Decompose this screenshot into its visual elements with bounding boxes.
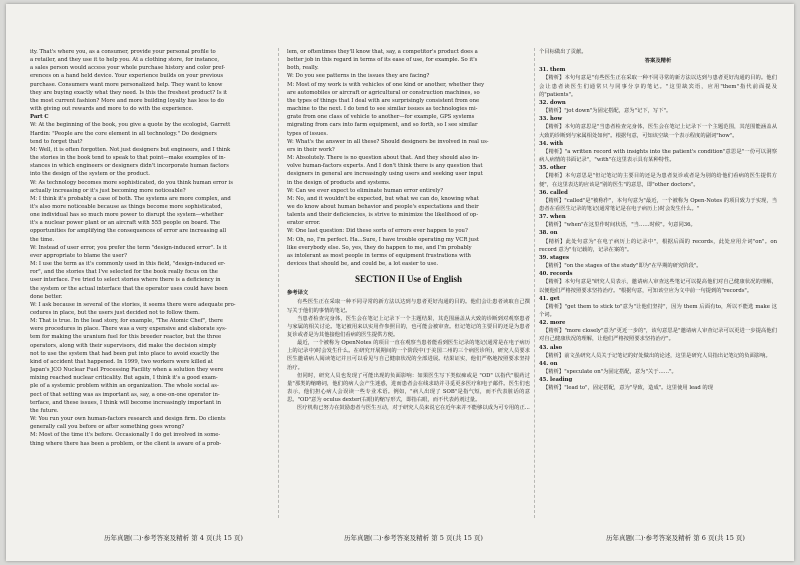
- answer-explanation: 【精析】前文虽研究人员关于记笔记的好处做出的论述，这里是研究人员指出记笔记的负面影响。: [543, 352, 771, 359]
- text-line: terface, and these issues, I think will become increasingly important in: [30, 399, 222, 406]
- document-sheet: [6, 4, 794, 561]
- translation-paragraph: 有些医生正在采取一种不同寻常的新方法以达到与患者更好沟通的目的。他们会让患者读取自己撰写关于他们的事情的笔记。: [287, 299, 530, 314]
- text-line: the types of things that I deal with are surprisingly consistent from one: [287, 97, 480, 104]
- text-line: erences on a hand held device. Your experience builds on your previous: [30, 73, 224, 80]
- text-line: the system or the actual interface that the operator uses could have been: [30, 285, 228, 292]
- text-line: cedures in place, but the users just decided not to follow them.: [30, 310, 200, 316]
- answer-number: 41. get: [539, 295, 560, 302]
- text-line: M: I use the term as it's commonly used in this field, "design-induced er-: [30, 261, 226, 268]
- answer-number: 44. on: [539, 360, 558, 367]
- text-line: Hardin: "People are the core element in all technology." Do designers: [30, 130, 217, 137]
- text-line: in the design of products and systems.: [287, 179, 391, 186]
- text-line: migrating from cars into farm equipment, and so forth, so I see similar: [287, 122, 478, 129]
- column-divider: [534, 48, 535, 518]
- text-line: machine to the next. I do tend to see similar issues as technologies mi-: [287, 106, 478, 113]
- text-line: were procedures in place. There was a very expensive and elaborate sys-: [30, 326, 227, 333]
- text-line: W: At the beginning of the book, you give a quote by the ecologist, Garrett: [30, 122, 231, 129]
- text-line: with giving out rewards and more to do with the experience.: [30, 106, 194, 113]
- text-line: they are buying exactly what they need. Is this the freshest product? Is it: [30, 89, 228, 96]
- answer-number: 40. records: [539, 271, 573, 278]
- text-line: M: No, and it wouldn't be expected, but what we can do, knowing what: [287, 195, 479, 202]
- text-line: the stories in the book tend to speak to that point—make examples of in-: [30, 155, 226, 162]
- text-line: Japan's JCO Nuclear Fuel Processing Facility when a solution they were: [30, 367, 224, 374]
- text-line: erator error.: [287, 220, 321, 227]
- text-line: W: Do you see patterns in the issues they are facing?: [287, 73, 430, 80]
- answer-number: 38. on: [539, 230, 558, 237]
- paragraph-text: [30, 48, 270, 113]
- text-line: into the design of the system or the product.: [30, 171, 150, 178]
- text-line: ple of a systemic problem within an organization. The whole social as-: [30, 383, 219, 390]
- text-line: a sales person would access your whole purchase history and color pref-: [30, 65, 225, 72]
- answer-number: 32. down: [539, 99, 566, 106]
- text-line: tem for making the uranium fuel for this breeder reactor, but the three: [30, 334, 222, 341]
- answer-explanation: 【精析】"get them to stick to"意为"让他们坚持"，因为 them 后面有to，所以不能选 make 这个词。: [539, 303, 777, 318]
- text-line: types of issues.: [287, 130, 328, 137]
- column-left: [30, 48, 270, 518]
- text-line: M: That is true. In the lead story, for example, "The Atomic Chef", there: [30, 318, 223, 325]
- answer-explanation: 【精析】"when"在这里作时间状语，"当……时候"。句意同36。: [543, 222, 696, 229]
- text-line: M: Most of my work is with vehicles of one kind or another, whether they: [287, 81, 485, 88]
- answer-list: [539, 66, 777, 392]
- text-line: volve human-factors experts. And I don't think there is any question that: [287, 163, 483, 170]
- text-line: the time.: [30, 236, 55, 243]
- answer-number: 39. stages: [539, 254, 569, 261]
- answer-number: 37. when: [539, 214, 566, 221]
- text-line: tend to forget that?: [30, 138, 83, 145]
- text-line: kind of accident that happened. In 1999, two workers were killed at: [30, 358, 213, 365]
- answers-heading: 答案及精析: [644, 58, 672, 65]
- answer-explanation: 【精析】"jot down"为固定搭配，意为"记下，写下"。: [543, 108, 672, 115]
- text-line: W: What's the answer in all these? Should designers be involved in real us-: [287, 138, 489, 145]
- answer-number: 43. also: [539, 344, 563, 351]
- text-line: designers in general are increasingly using users and seeking user input: [287, 171, 483, 178]
- text-line: ity. That's where you, as a consumer, provide your personal profile to: [30, 49, 216, 55]
- text-line: ror", and the stories that I've selected for the book really focus on the: [30, 269, 218, 276]
- answer-explanation: 【精析】本句句意是"有些医生正在采取一种不同寻常的新方法以达到与患者更好沟通的目的。他们会让患者读医生们通常只与同事分享的笔记。"这里缺宾语，应用"them"指代前面提及的"patients"。: [539, 75, 777, 98]
- answer-explanation: 【精析】"called"是"被称作"，本句句意为"最近，一个被称为 Open-Notes 的项目致力于实现，当患者在看医生记录的笔记(通常笔记是在电子病历上)时会发生什么。": [539, 197, 777, 212]
- text-line: W: I ask because in several of the stories, it seems there were adequate pro-: [30, 301, 236, 308]
- text-line: are automobiles or aircraft or agricultural or construction machines, so: [287, 89, 480, 96]
- answer-explanation: 【精析】"on the stages of the study"即为"在早期的研究阶段"。: [543, 263, 702, 270]
- text-line: talents and their deficiencies, is strive to minimize the likelihood of op-: [287, 212, 479, 219]
- part-heading: Part C: [30, 114, 49, 121]
- column-divider: [278, 48, 279, 518]
- text-line: purchase. Consumers want more personalized help. They want to know: [30, 81, 223, 88]
- text-line: M: Well, it is often forgotten. Not just designers but engineers, and I think: [30, 146, 231, 153]
- answer-explanation: 【精析】"more closely"意为"更近一步的"，该句意思是"邀请病人审查记录可以更进一步提高他们对自己健康状况的理解，让他们严格按照要求坚持治疗"。: [539, 328, 777, 343]
- text-line: user interface. I've tried to select stories where there is a deficiency in: [30, 277, 221, 284]
- text-line: opportunities for amplifying the consequences of error are increasing all: [30, 228, 227, 235]
- text-line: ers in their work?: [287, 146, 335, 153]
- text-line: it's also more noticeable because as things become more sophisticated,: [30, 203, 223, 210]
- text-line: M: Absolutely. There is no question about that. And they should also in-: [287, 155, 479, 162]
- translation-end: 个目标做出了贡献。: [539, 49, 587, 55]
- text-line: M: Most of the time it's before. Occasionally I do get involved in some-: [30, 432, 221, 439]
- page-footer: 历年真题(二)·参考答案及精析 第 4 页(共 15 页): [104, 534, 243, 542]
- translation-paragraph: 但同时，研究人员也发现了可能出现的负面影响：如果医生写下类似痴或是 "OD" 以指代"服药过量"那类的缩略词，他们的病人会产生迷惑，进而患者会在线求助并寻觅更多医疗和电子邮件。医生们也表示，他们担心病人会误读一些专业术语。例如，"病人出现了 SOB"是指气短，而不代表脏话的意思。"OD"意为 oculus dexter(右眼)的缩写形式，即指右眼，而不代表药剂过量。: [287, 372, 530, 404]
- text-line: ever appropriate to blame the user?: [30, 252, 127, 259]
- column-right: [539, 48, 777, 522]
- text-line: W: As technology becomes more sophisticated, do you think human error is: [30, 179, 233, 186]
- dialogue-text: [287, 48, 530, 268]
- answer-explanation: 【精析】本句句意是"研究人员表示，邀请病人审查这些笔记可以提高他们对自己健康状况的理解，以便他们严格按照要求坚持治疗。"根据句意，可知该空应为文中前一句提到的"records"。: [539, 279, 777, 294]
- answer-number: 42. more: [539, 320, 566, 327]
- text-line: generally call you before or after something goes wrong?: [30, 424, 185, 431]
- text-line: W: You run your own human-factors research and design firm. Do clients: [30, 416, 226, 423]
- text-line: W: Can we ever expect to eliminate human error entirely?: [287, 187, 444, 194]
- answer-number: 36. called: [539, 189, 568, 196]
- answer-explanation: 【精析】本句的意思是"当患者检查完身体，医生会在笔记上记录下一个主题范围，其范围能涵盖从大致的诊断到与家属相处如何"。根据句意，可知该空缺一个表示程度的副词"how"。: [539, 124, 777, 139]
- answer-number: 31. them: [539, 67, 566, 74]
- text-line: it's a nuclear power plant or an aircraft with 555 people on board. The: [30, 220, 221, 227]
- text-line: one individual has so much more power to disrupt the system—whether: [30, 212, 224, 219]
- text-line: like everybody else. So, yes, they do happen to me, and I'm probably: [287, 244, 472, 251]
- translation-paragraph: 医疗机构已努力在鼓励患者与医生互动，对于研究人员来说它在近年来并不能够以成为可专用的正...: [297, 405, 530, 412]
- text-line: a retailer, and they use it to help you. At a clothing store, for instance,: [30, 57, 220, 64]
- page-footer: 历年真题(二)·参考答案及精析 第 5 页(共 15 页): [344, 534, 483, 542]
- text-line: W: Instead of user error, you prefer the term "design-induced error". Is it: [30, 244, 227, 251]
- text-line: lem, or oftentimes they'll know that, say, a competitor's product does a: [287, 49, 478, 55]
- dialogue-text: [30, 121, 270, 447]
- translation-paragraph: 当患者检查完身体，医生会在笔记上记录下一个主题结果，其范围涵盖从大致的诊断到对观察患者与家属的相关讨论。笔记被用来以实用作参照目的，也可能会被审查。但记笔记的主要目的还是为患者复诊或者是为其他接他们看病的医生提供方便。: [287, 315, 530, 338]
- text-line: pect of that setting was as important as, say, a one-on-one operator in-: [30, 391, 220, 398]
- text-line: both, really.: [287, 65, 319, 72]
- text-line: mixing reached nuclear criticality. But again, I think it's a good exam-: [30, 375, 218, 382]
- answer-explanation: 【精析】"speculate on"为固定搭配，意为"关于……"。: [543, 369, 677, 376]
- text-line: devices that should be, and could be, a lot easier to use.: [287, 261, 439, 268]
- answer-number: 33. how: [539, 116, 563, 123]
- text-line: M: Oh, no, I'm perfect. Ha...Sure, I have trouble operating my VCR just: [287, 236, 479, 243]
- text-line: M: I think it's probably a case of both. The systems are more complex, and: [30, 195, 231, 202]
- text-line: as intolerant as most people in terms of equipment frustrations with: [287, 252, 471, 259]
- reference-translation-title: 参考译文: [287, 290, 309, 297]
- text-line: not to use the system that had been put into place to avoid exactly the: [30, 350, 220, 357]
- answer-number: 34. with: [539, 140, 563, 147]
- answer-number: 35. other: [539, 165, 567, 172]
- text-line: thing where there has been a problem, or the client is aware of a prob-: [30, 440, 222, 447]
- translation-paragraph: 最近，一个被称为 OpenNotes 的项目一直在观察当患者能看到医生记录的笔记(通常是在电子病历上的记录中)时会发生什么。在研究开展期间的一个阶段中(于美国二州的三个病医诊所)，研究人员要求医生邀请病人阅读笔记并且可以看见与自己健康状况的全部进展。结果证实，他们严格地按照要求坚持治疗。: [287, 340, 530, 371]
- text-line: operators, along with their supervisors, did make the decision simply: [30, 342, 217, 349]
- text-line: better job in this regard in terms of its ease of use, for example. So it's: [287, 57, 478, 64]
- text-line: grate from one class of vehicle to another—for example, GPS systems: [287, 114, 475, 121]
- text-line: the most current fashion? More and more building loyalty has less to do: [30, 97, 224, 104]
- chinese-translation: [287, 298, 530, 412]
- column-middle: [287, 48, 530, 518]
- answer-explanation: 【精析】"lead to"，固定搭配，意为"导致，造成"。这里使用 lead 的现: [543, 385, 713, 392]
- text-line: we do know about human behavior and people's expectations and their: [287, 203, 479, 210]
- text-line: the future.: [30, 407, 59, 414]
- text-line: stances in which engineers or designers didn't incorporate human factors: [30, 163, 229, 170]
- text-line: W: One last question: Did these sorts of errors ever happen to you?: [287, 228, 468, 235]
- page-footer: 历年真题(二)·参考答案及精析 第 6 页(共 15 页): [606, 534, 745, 542]
- section-heading: SECTION II Use of English: [354, 274, 463, 285]
- answer-number: 45. leading: [539, 377, 573, 384]
- text-line: done better.: [30, 293, 63, 300]
- text-line: actually increasing or it's just becoming more noticeable?: [30, 187, 186, 194]
- answer-explanation: 【精析】此处句意为"在电子病历上的记录中"，根据后面的 records，此处应用介词"on"。on record 意为"有记载的，记录在案的"。: [539, 238, 777, 253]
- answer-explanation: 【精析】本句意思是"但记笔记的主要目的还是为患者复诊或者是为别的给他们看病的医生提供方便"，在这里表达的应该是"别的医生"的意思，即"other doctors"。: [539, 173, 777, 188]
- answer-explanation: 【精析】"a written record with insights into the patient's condition"意思是"一份可以洞察病人病情的书面记录"，"with"在这里表示具有某种特性。: [539, 148, 777, 164]
